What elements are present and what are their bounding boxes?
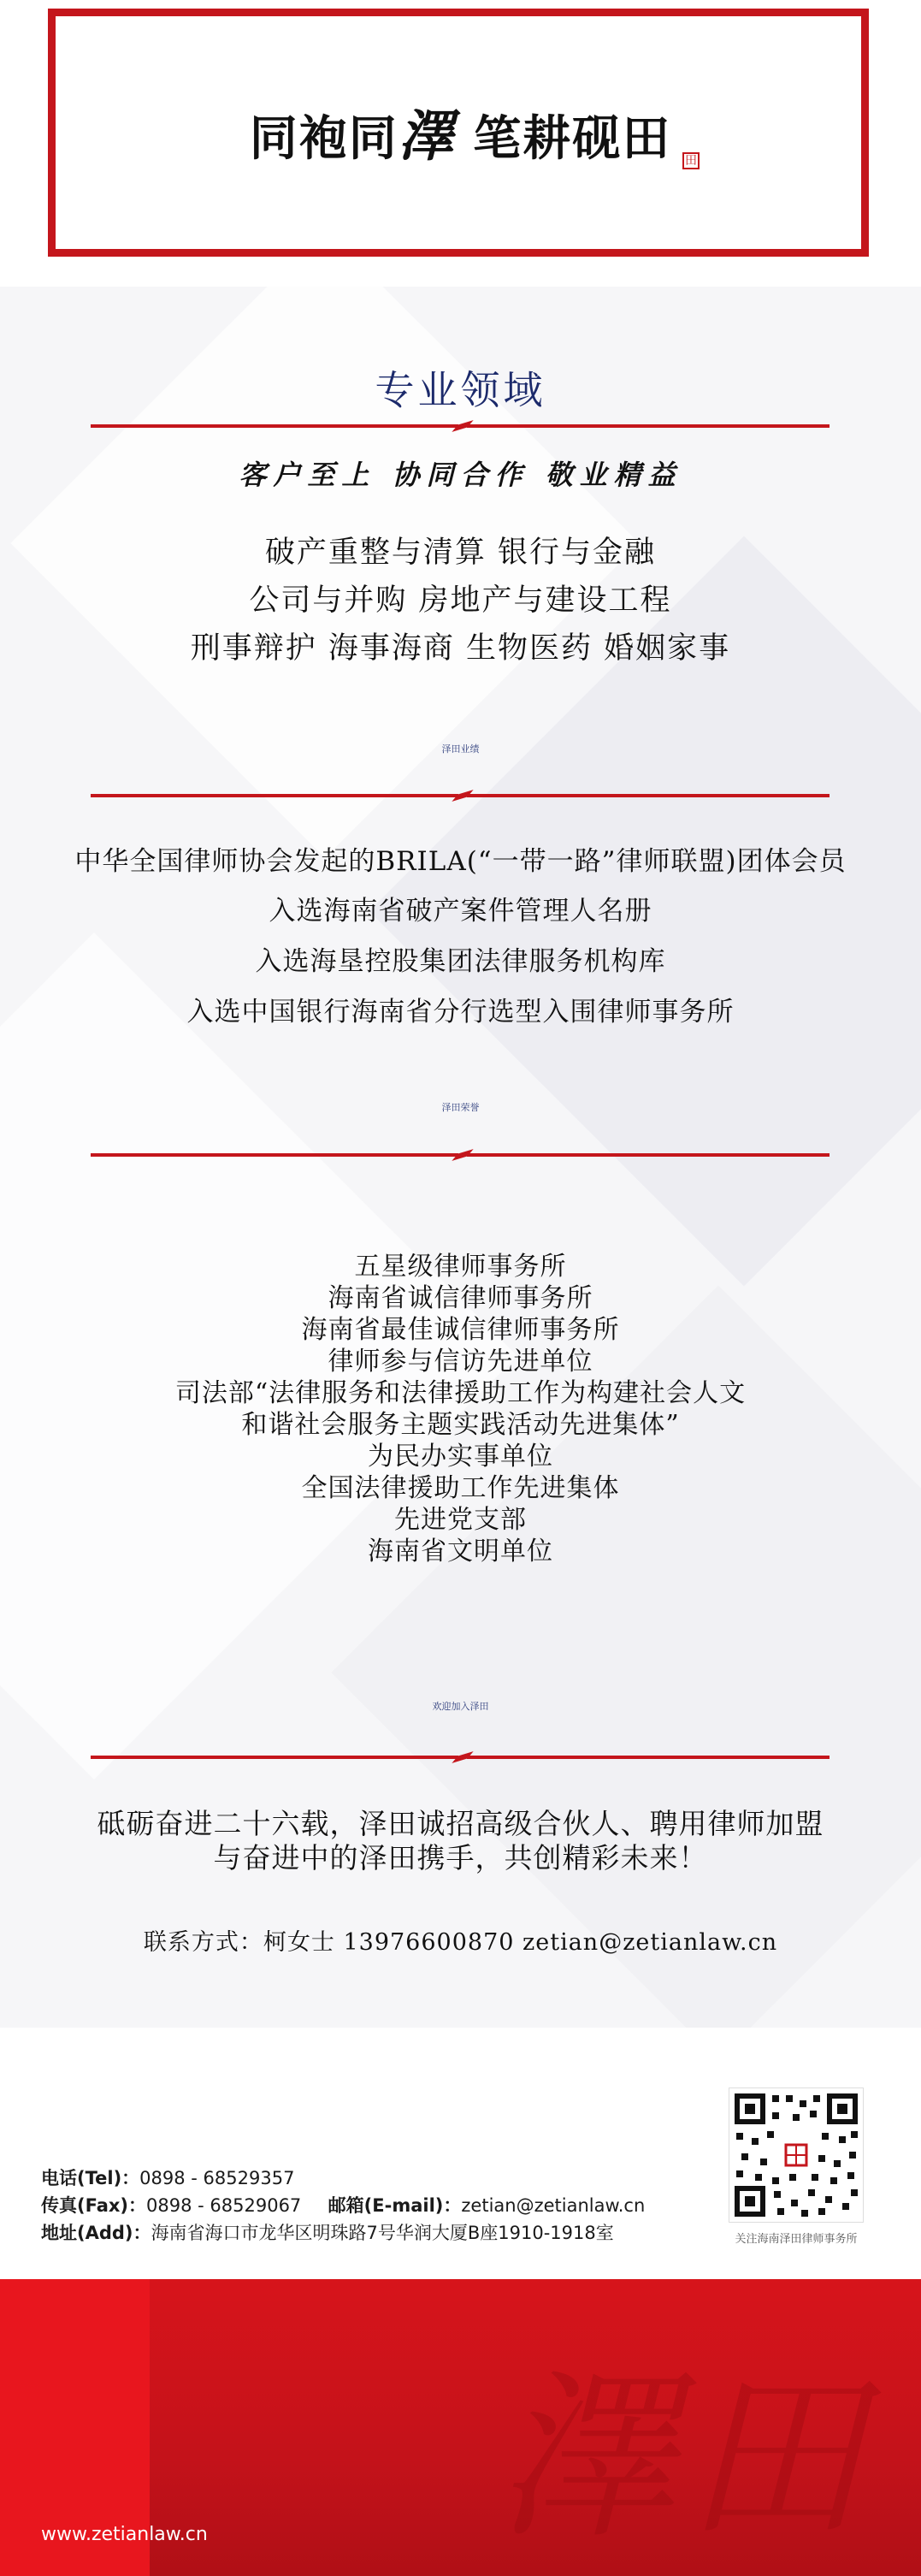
honor-item: 司法部“法律服务和法律援助工作为构建社会人文 [174, 1378, 747, 1408]
email-label: 邮箱(E-mail)： [328, 2195, 462, 2216]
recruit-line-2: 与奋进中的泽田携手，共创精彩未来！ [213, 1841, 708, 1874]
honor-item: 为民办实事单位 [368, 1442, 553, 1472]
slogan-part-2: 笔耕砚田 [454, 111, 672, 167]
divider-recruit [91, 1756, 829, 1759]
motto: 客户至上 协同合作 敬业精益 [239, 459, 682, 491]
divider-practice [91, 424, 829, 428]
performance-line: 入选海南省破产案件管理人名册 [269, 896, 652, 927]
divider-honors [91, 1153, 829, 1157]
tel-label: 电话(Tel)： [41, 2168, 140, 2188]
practice-title: 专业领域 [375, 367, 546, 413]
address-label: 地址(Add)： [41, 2223, 151, 2243]
recruit-contact: 联系方式：柯女士 13976600870 zetian@zetianlaw.cn [143, 1929, 778, 1956]
honors-label: 泽田荣誉 [441, 1102, 480, 1113]
footer-address [41, 2219, 614, 2245]
performance-line: 入选海垦控股集团法律服务机构库 [255, 946, 666, 977]
performance-line: 入选中国银行海南省分行选型入围律师事务所 [186, 997, 735, 1027]
footer-fax-email [41, 2192, 645, 2218]
practice-line: 破产重整与清算 银行与金融 [264, 536, 657, 570]
honor-item: 海南省文明单位 [368, 1537, 553, 1566]
email-value[interactable]: zetian@zetianlaw.cn [461, 2195, 646, 2216]
honor-item: 先进党支部 [394, 1505, 527, 1535]
fax-label: 传真(Fax)： [41, 2195, 147, 2216]
qr-code-icon[interactable] [729, 2087, 864, 2223]
fax-value: 0898 - 68529067 [146, 2195, 302, 2216]
honor-item: 海南省诚信律师事务所 [328, 1283, 593, 1313]
honor-item: 和谐社会服务主题实践活动先进集体” [241, 1410, 680, 1440]
honor-item: 律师参与信访先进单位 [328, 1347, 593, 1377]
recruit-line-1: 砥砺奋进二十六载，泽田诚招高级合伙人、聘用律师加盟 [97, 1807, 824, 1840]
qr-caption: 关注海南泽田律师事务所 [735, 2233, 858, 2246]
seal-icon: 田 [682, 152, 700, 169]
tel-value: 0898 - 68529357 [139, 2168, 295, 2188]
footer-website-link[interactable]: www.zetianlaw.cn [41, 2524, 208, 2545]
footer-tel [41, 2164, 294, 2190]
header-slogan [0, 92, 921, 171]
honor-item: 海南省最佳诚信律师事务所 [301, 1315, 620, 1345]
slogan-part-1: 同袍同 [249, 111, 399, 167]
practice-line: 公司与并购 房地产与建设工程 [249, 583, 672, 618]
recruit-label: 欢迎加入泽田 [432, 1701, 489, 1712]
address-value: 海南省海口市龙华区明珠路7号华润大厦B座1910-1918室 [151, 2223, 614, 2243]
honor-item: 五星级律师事务所 [354, 1252, 567, 1282]
slogan-brush-char: 澤 [398, 104, 455, 169]
honor-item: 全国法律援助工作先进集体 [301, 1473, 620, 1503]
footer-watermark-logo: 澤田 [496, 2353, 873, 2562]
footer-band [0, 2279, 921, 2576]
practice-line: 刑事辩护 海事海商 生物医药 婚姻家事 [190, 631, 731, 666]
performance-label: 泽田业绩 [441, 743, 480, 755]
divider-performance [91, 794, 829, 797]
performance-line: 中华全国律师协会发起的BRILA(“一带一路”律师联盟)团体会员 [74, 846, 847, 877]
